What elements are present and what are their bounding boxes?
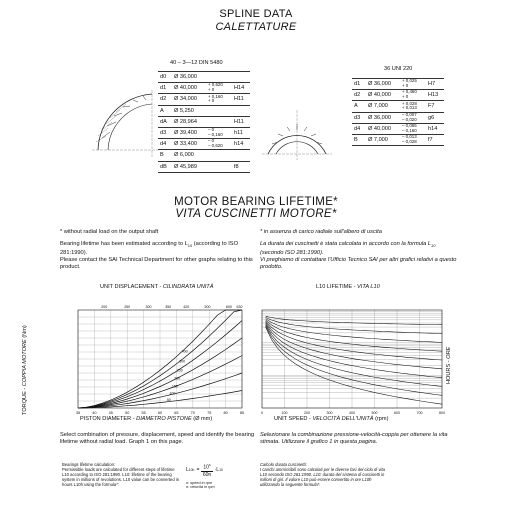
x-tick-label: 700: [416, 411, 423, 415]
top-tick-label: 300: [145, 305, 152, 309]
curve-label: 100: [169, 391, 176, 396]
tolerance-upper: – 0: [208, 138, 215, 144]
spline-left-table: [158, 71, 250, 173]
top-tick-label: 350: [165, 305, 172, 309]
spline-class: h14: [232, 139, 250, 150]
lifetime-curve: [266, 326, 442, 395]
x-tick-label: 500: [371, 411, 378, 415]
spline-title: SPLINE DATA: [219, 8, 293, 20]
spline-tolerance: [400, 101, 426, 112]
right-chart-title: L10 LIFETIME - VITA L10: [316, 284, 380, 290]
spline-value: Ø 36,000: [172, 72, 206, 83]
spline-tolerance: [400, 112, 426, 123]
tolerance-lower: + 0: [208, 98, 215, 104]
spline-row: [158, 105, 250, 116]
spline-symbol: dA: [158, 116, 172, 127]
spline-symbol: d3: [352, 112, 366, 123]
spline-class: H13: [426, 90, 444, 101]
spline-value: Ø 40,000: [172, 83, 206, 94]
spline-class: h14: [426, 123, 444, 134]
spline-tolerance: [206, 161, 232, 172]
curve-label: 150: [171, 384, 178, 389]
spline-symbol: A: [352, 101, 366, 112]
spline-value: Ø 36,000: [366, 112, 400, 123]
tolerance-upper: + 0,160: [208, 93, 223, 99]
spline-row: [158, 83, 250, 94]
spline-row: [352, 101, 444, 112]
spline-symbol: B: [352, 134, 366, 145]
spline-right-header: 36 UNI 220: [384, 66, 413, 72]
spline-shaft-drawing-right: [262, 100, 332, 160]
left-chart-xlabel: PISTON DIAMETER - DIAMETRO PISTONE (Ø mm): [80, 416, 213, 422]
spline-tolerance: [400, 123, 426, 134]
spline-class: [232, 150, 250, 161]
spline-row: [352, 79, 444, 90]
spline-class: F7: [426, 101, 444, 112]
tolerance-lower: + 0: [402, 94, 409, 100]
spline-tolerance: [206, 94, 232, 105]
spline-tolerance: [206, 116, 232, 127]
x-tick-label: 50: [125, 411, 130, 415]
spline-value: Ø 7,000: [366, 101, 400, 112]
para-it: La durata dei cuscinetti è stata calcolata in accordo con la formula $L_{10}$ (secondo ISO 281:1990). Vi preghiamo di contattare l'Ufficio Tecnico SAI per altri grafici relativi a questo prodotto.: [260, 241, 457, 270]
tolerance-upper: + 0,028: [402, 100, 417, 106]
tolerance-upper: + 0,620: [208, 82, 223, 88]
calc-en: Bearings lifetime calculation: Permissible loads are calculated for different steps of lifetime L10 according to ISO 281:1990. L10: lifetime of the bearing system in millions of revolutions. L10 value can be converted in hours L10h using the formula*:: [62, 462, 180, 487]
x-tick-label: 80: [223, 411, 228, 415]
x-tick-label: 60: [157, 411, 163, 415]
spline-row: [352, 123, 444, 134]
spline-class: H7: [426, 79, 444, 90]
spline-class: f7: [426, 134, 444, 145]
left-chart-title: UNIT DISPLACEMENT - CILINDRATA UNITÀ: [100, 284, 214, 290]
spline-tolerance: [206, 72, 232, 83]
x-tick-label: 70: [190, 411, 195, 415]
para-en: Bearing lifetime has been estimated according to $L_{10}$ (according to ISO 281:1990). Please contact the SAI Technical Department for other graphs relating to this product.: [60, 241, 253, 270]
spline-value: Ø 33,400: [172, 139, 206, 150]
spline-symbol: d1: [158, 83, 172, 94]
spline-tolerance: [206, 105, 232, 116]
spline-symbol: d2: [158, 94, 172, 105]
spline-symbol: dB: [158, 161, 172, 172]
spline-class: [232, 105, 250, 116]
lifetime-subtitle: VITA CUSCINETTI MOTORE*: [175, 208, 337, 220]
spline-value: Ø 34,000: [172, 94, 206, 105]
instructions-it: Selezionare la combinazione pressione-velocità-coppia per ottenere la vita stimata. Utilizzare il grafico 1 in questa pagina.: [260, 432, 448, 445]
curve-label: 50: [166, 398, 171, 403]
spline-class: h11: [232, 127, 250, 138]
spline-symbol: d4: [352, 123, 366, 134]
x-tick-label: 100: [281, 411, 288, 415]
spline-subtitle: CALETTATURE: [215, 21, 297, 33]
spline-tolerance: [400, 79, 426, 90]
note-it: * in assenza di carico radiale sull'albero di uscita: [260, 229, 382, 235]
x-tick-label: 85: [239, 411, 245, 415]
instructions-en: Select combination of pressure, displacement, speed and identify the bearing lifetime without radial load. Graph 1 on this page.: [60, 432, 255, 445]
spline-row: [158, 94, 250, 105]
tolerance-lower: – 0,160: [402, 127, 417, 133]
lifetime-chart: [256, 298, 456, 424]
tolerance-lower: + 0: [402, 83, 409, 89]
tolerance-upper: – 0,007: [402, 111, 417, 117]
curve-label: 300: [179, 359, 186, 364]
spline-row: [158, 161, 250, 172]
top-tick-label: 250: [124, 305, 131, 309]
spline-row: [352, 112, 444, 123]
tolerance-upper: – 0,013: [402, 134, 417, 140]
tolerance-upper: – 0,065: [402, 123, 417, 129]
x-tick-label: 35: [75, 411, 81, 415]
spline-class: [232, 72, 250, 83]
right-chart-xlabel: UNIT SPEED - VELOCITÀ DELL'UNITÀ (rpm): [274, 416, 389, 422]
spline-right-table: [352, 78, 444, 146]
spline-class: g6: [426, 112, 444, 123]
x-tick-label: 800: [439, 411, 445, 415]
x-tick-label: 40: [92, 411, 97, 415]
spline-left-header: 40 – 3—12 DIN 5480: [170, 60, 223, 66]
spline-symbol: d2: [352, 90, 366, 101]
calc-it: Calcolo durata cuscinetti: I carichi ammissibili sono calcolati per le diverse fasi del ciclo di vita L10 secondo ISO 281:1990. L10: durata del sistema di cuscinetti in milioni di giri. Il valore L10 può essere convertito in ore L10h utilizzando la seguente formula*.: [260, 462, 385, 487]
x-tick-label: 55: [141, 411, 146, 415]
spline-symbol: d4: [158, 139, 172, 150]
spline-tolerance: [206, 127, 232, 138]
spline-row: [158, 127, 250, 138]
note-en: * without radial load on the output shaft: [60, 229, 159, 235]
x-tick-label: 300: [326, 411, 333, 415]
torque-chart: [60, 298, 250, 424]
spline-value: Ø 40,000: [366, 123, 400, 134]
spline-class: H14: [232, 83, 250, 94]
left-chart-ylabel: TORQUE - COPPIA MOTORE (Nm): [22, 325, 28, 415]
spline-tolerance: [206, 83, 232, 94]
spline-shaft-drawing-left: [90, 80, 160, 160]
lifetime-title: MOTOR BEARING LIFETIME*: [174, 196, 338, 208]
spline-value: Ø 45,989: [172, 161, 206, 172]
tolerance-lower: – 0,620: [208, 143, 223, 149]
spline-value: Ø 28,964: [172, 116, 206, 127]
x-tick-label: 400: [349, 411, 355, 415]
top-tick-label: 420: [183, 305, 190, 309]
spline-tolerance: [206, 139, 232, 150]
tolerance-lower: + 0,013: [402, 105, 417, 111]
spline-row: [352, 134, 444, 145]
x-tick-label: 0: [261, 411, 263, 415]
tolerance-upper: – 0: [208, 127, 215, 133]
x-tick-label: 600: [394, 411, 400, 415]
spline-class: f8: [232, 161, 250, 172]
spline-tolerance: [400, 134, 426, 145]
lifetime-curve: [266, 324, 442, 378]
spline-row: [352, 90, 444, 101]
tolerance-upper: + 0,460: [402, 89, 417, 95]
spline-symbol: d0: [158, 72, 172, 83]
spline-symbol: A: [158, 105, 172, 116]
curve-label: 250: [176, 368, 183, 373]
spline-row: [158, 150, 250, 161]
tolerance-lower: – 0,160: [208, 132, 223, 138]
x-tick-label: 65: [174, 411, 179, 415]
spline-tolerance: [400, 90, 426, 101]
curve-label: 200: [174, 376, 181, 381]
curve-label: 400: [181, 349, 188, 354]
spline-symbol: d3: [158, 127, 172, 138]
top-tick-label: 200: [101, 305, 108, 309]
spline-value: Ø 7,000: [366, 134, 400, 145]
spline-value: Ø 36,000: [366, 79, 400, 90]
x-tick-label: 45: [108, 411, 113, 415]
spline-tolerance: [206, 150, 232, 161]
spline-value: Ø 5,250: [172, 105, 206, 116]
tolerance-upper: + 0,025: [402, 78, 417, 84]
x-tick-label: 75: [207, 411, 212, 415]
spline-class: H11: [232, 94, 250, 105]
tolerance-lower: – 0,020: [402, 116, 417, 122]
tolerance-lower: – 0,028: [402, 139, 417, 145]
lifetime-curve: [266, 319, 442, 343]
spline-value: Ø 6,000: [172, 150, 206, 161]
spline-symbol: d1: [352, 79, 366, 90]
formula: L 10h = $\frac{10^6}{60n}$ · L 10 n: speed in rpm n: velocità in rpm: [186, 463, 223, 489]
right-chart-ylabel: HOURS - ORE: [446, 346, 452, 384]
spline-symbol: B: [158, 150, 172, 161]
spline-value: Ø 40,000: [366, 90, 400, 101]
spline-row: [158, 116, 250, 127]
top-tick-label: 500: [204, 305, 211, 309]
lifetime-curve: [266, 316, 442, 325]
spline-row: [158, 72, 250, 83]
spline-value: Ø 39,400: [172, 127, 206, 138]
top-tick-label: 600: [225, 305, 232, 309]
top-tick-label: 630: [236, 305, 243, 309]
spline-row: [158, 139, 250, 150]
tolerance-lower: + 0: [208, 87, 215, 93]
spline-class: H11: [232, 116, 250, 127]
x-tick-label: 200: [304, 411, 310, 415]
